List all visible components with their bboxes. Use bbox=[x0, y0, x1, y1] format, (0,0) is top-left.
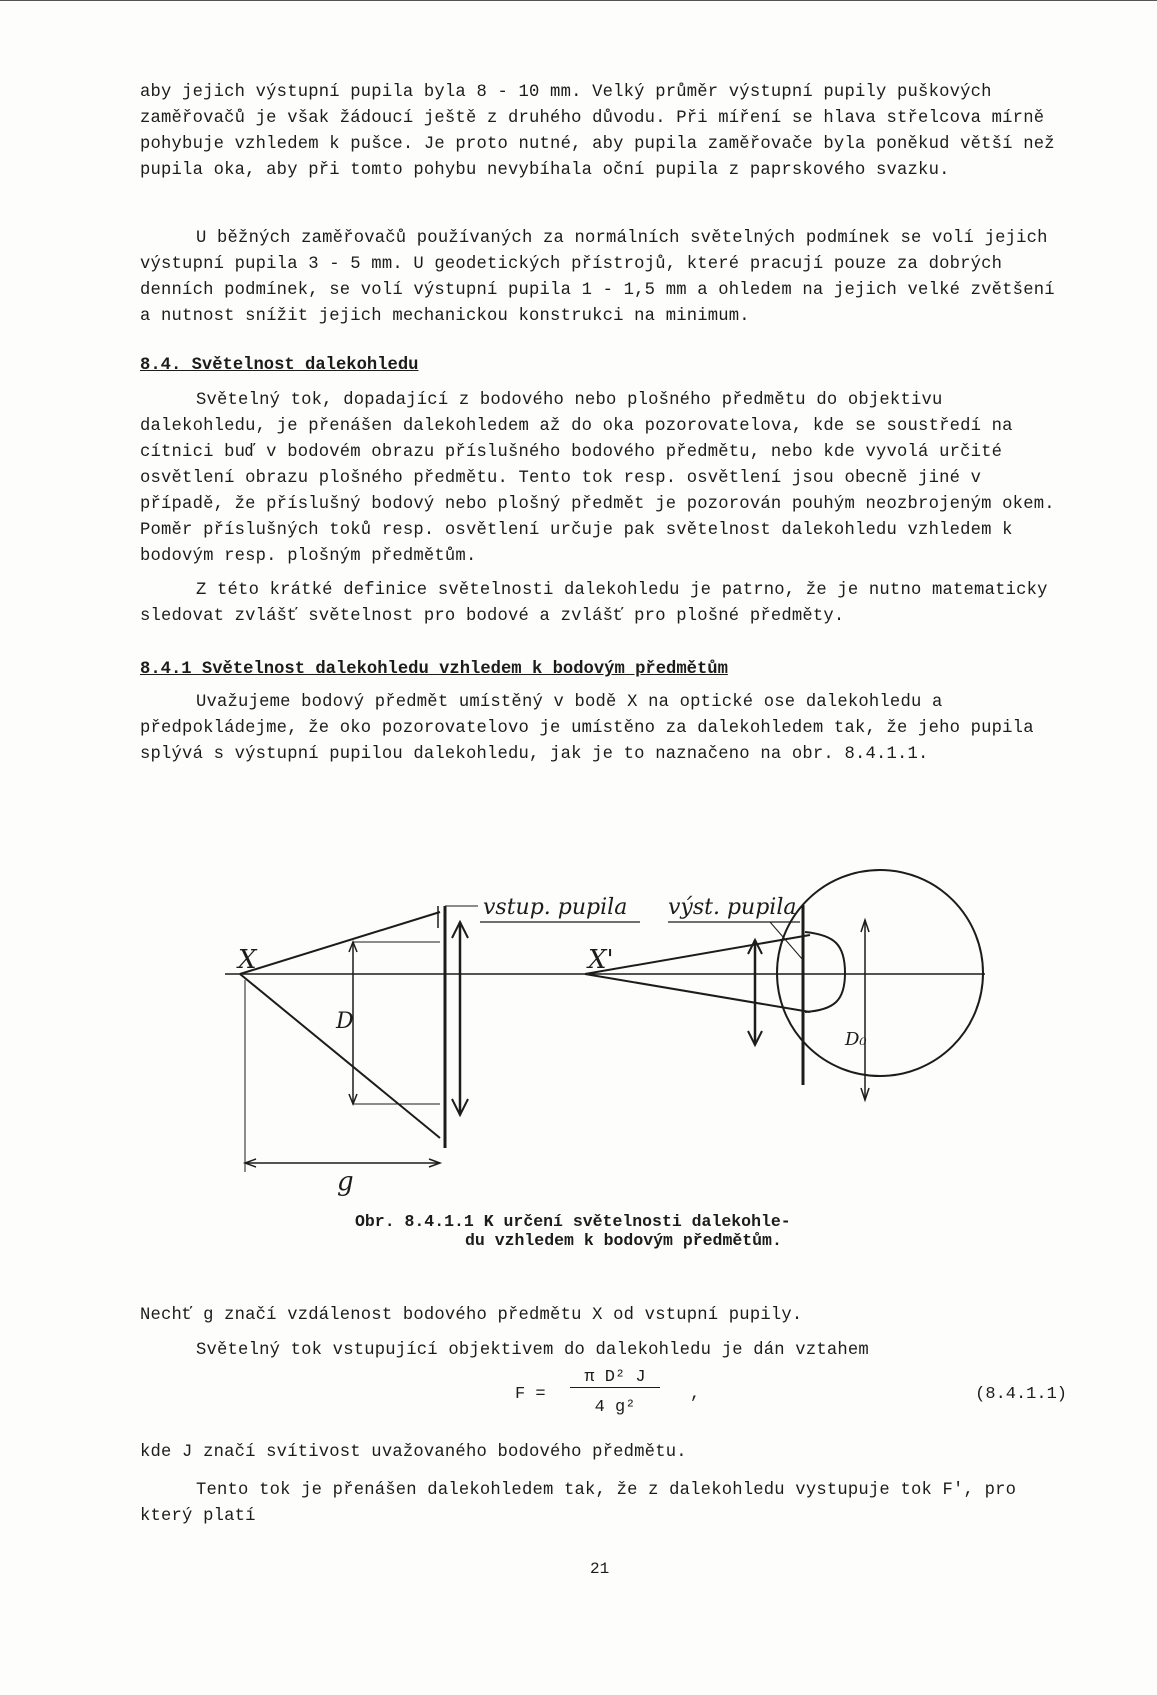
paragraph-1: aby jejich výstupní pupila byla 8 - 10 mm. Velký průměr výstupní pupily puškových zaměřovačů je však žádoucí ještě z druhého důvodu. Při míření se hlava střelcova mírně pohybuje vzhledem k pušce. Je proto nutné, aby pupila zaměřovače byla poněkud větší než pupila oka, aby při tomto pohybu nevybíhala oční pupila z paprskového svazku. bbox=[140, 83, 1055, 180]
paragraph-8: kde J značí svítivost uvažovaného bodového předmětu. bbox=[140, 1443, 687, 1462]
label-entrance-pupil: vstup. pupila bbox=[483, 895, 628, 920]
label-exit-pupil: výst. pupila bbox=[668, 895, 797, 920]
label-d0: D₀ bbox=[845, 1029, 867, 1050]
caption-line-1: Obr. 8.4.1.1 K určení světelnosti dalekohle- bbox=[355, 1212, 791, 1231]
ray-upper-in bbox=[240, 912, 440, 974]
equation-number: (8.4.1.1) bbox=[975, 1385, 1067, 1404]
eq-lhs: F = bbox=[515, 1385, 546, 1404]
section-heading-8-4-1: 8.4.1 Světelnost dalekohledu vzhledem k bodovým předmětům bbox=[140, 660, 728, 679]
label-x-prime: X' bbox=[588, 945, 614, 975]
paragraph-5: Uvažujeme bodový předmět umístěný v bodě X na optické ose dalekohledu a předpokládejme, že oko pozorovatelovo je umístěno za dalekohledem tak, že jeho pupila splývá s výstupní pupilou dalekohledu, jak je to naznačeno na obr. 8.4.1.1. bbox=[140, 693, 1034, 764]
page-number: 21 bbox=[590, 1560, 610, 1578]
eq-denominator: 4 g² bbox=[594, 1398, 636, 1417]
paragraph-7: Světelný tok vstupující objektivem do dalekohledu je dán vztahem bbox=[196, 1341, 869, 1360]
paragraph-6: Nechť g značí vzdálenost bodového předmětu X od vstupní pupily. bbox=[140, 1306, 803, 1325]
figure-caption bbox=[355, 1212, 791, 1250]
caption-line-2: du vzhledem k bodovým předmětům. bbox=[465, 1231, 782, 1250]
section-heading-8-4: 8.4. Světelnost dalekohledu bbox=[140, 356, 419, 375]
eye-cornea bbox=[805, 932, 845, 1012]
paragraph-2: U běžných zaměřovačů používaných za normálních světelných podmínek se volí jejich výstupní pupila 3 - 5 mm. U geodetických přístrojů, které pracují pouze za dobrých denních podmínek, se volí výstupní pupila 1 - 1,5 mm a ohledem na jejich velké zvětšení a nutnost snížit jejich mechanickou konstrukci na minimum. bbox=[140, 229, 1055, 326]
eq-numerator: π D² J bbox=[570, 1368, 660, 1388]
eye-circle bbox=[777, 870, 983, 1076]
paragraph-3: Světelný tok, dopadající z bodového nebo plošného předmětu do objektivu dalekohledu, je přenášen dalekohledem až do oka pozorovatelova, kde se soustředí na cítnici buď v bodovém obrazu příslušného bodového předmětu, nebo kde vyvolá určité osvětlení obrazu plošného předmětu. Tento tok resp. osvětlení jsou obecně jiné v případě, že příslušný bodový nebo plošný předmět je pozorován pouhým neozbrojeným okem. Poměr příslušných toků resp. osvětlení určuje pak světelnost dalekohledu vzhledem k bodovým resp. plošným předmětům. bbox=[140, 391, 1055, 566]
paragraph-4: Z této krátké definice světelnosti dalekohledu je patrno, že je nutno matematicky sledovat zvlášť světelnost pro bodové a zvlášť pro plošné předměty. bbox=[140, 581, 1048, 626]
label-g: g bbox=[337, 1167, 354, 1197]
ray-lower-in bbox=[240, 974, 440, 1138]
eq-trail: , bbox=[690, 1385, 701, 1404]
paragraph-9: Tento tok je přenášen dalekohledem tak, že z dalekohledu vystupuje tok F', pro který platí bbox=[140, 1481, 1017, 1526]
label-x: X bbox=[238, 945, 257, 975]
label-d: D bbox=[336, 1009, 354, 1034]
